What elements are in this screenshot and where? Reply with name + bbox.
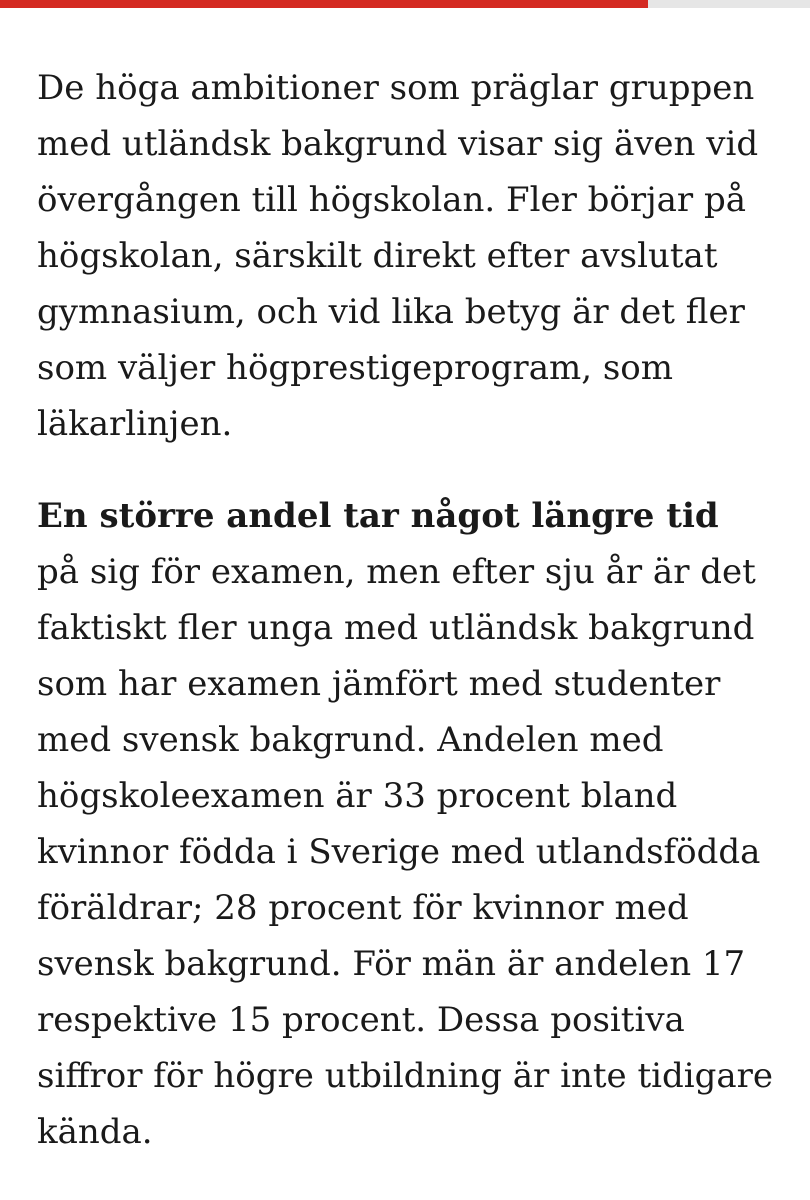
paragraph-line: som har examen jämfört med studenter [37,664,721,704]
paragraph-line: med svensk bakgrund. Andelen med [37,720,664,760]
paragraph-line: läkarlinjen. [37,404,233,444]
reading-progress-fill [0,0,648,8]
reading-progress-bar [0,0,810,8]
paragraph-line: som väljer högprestigeprogram, som [37,348,673,388]
paragraph-line: kända. [37,1112,153,1152]
paragraph-line: föräldrar; 28 procent för kvinnor med [37,888,689,928]
paragraph-line: på sig för examen, men efter sju år är det [37,552,756,592]
article-paragraph-1 [37,60,777,452]
paragraph-line: gymnasium, och vid lika betyg är det fler [37,292,745,332]
paragraph-line: siffror för högre utbildning är inte tidigare [37,1056,774,1096]
paragraph-line: svensk bakgrund. För män är andelen 17 [37,944,746,984]
paragraph-line: med utländsk bakgrund visar sig även vid [37,124,759,164]
paragraph-lead-bold: En större andel tar något längre tid [37,496,719,536]
paragraph-line: De höga ambitioner som präglar gruppen [37,68,755,108]
paragraph-line: övergången till högskolan. Fler börjar på [37,180,747,220]
paragraph-line: högskoleexamen är 33 procent bland [37,776,678,816]
paragraph-line: kvinnor födda i Sverige med utlandsfödda [37,832,761,872]
paragraph-line: respektive 15 procent. Dessa positiva [37,1000,685,1040]
article-paragraph-2 [37,488,777,1160]
paragraph-line: faktiskt fler unga med utländsk bakgrund [37,608,755,648]
paragraph-line: högskolan, särskilt direkt efter avslutat [37,236,718,276]
